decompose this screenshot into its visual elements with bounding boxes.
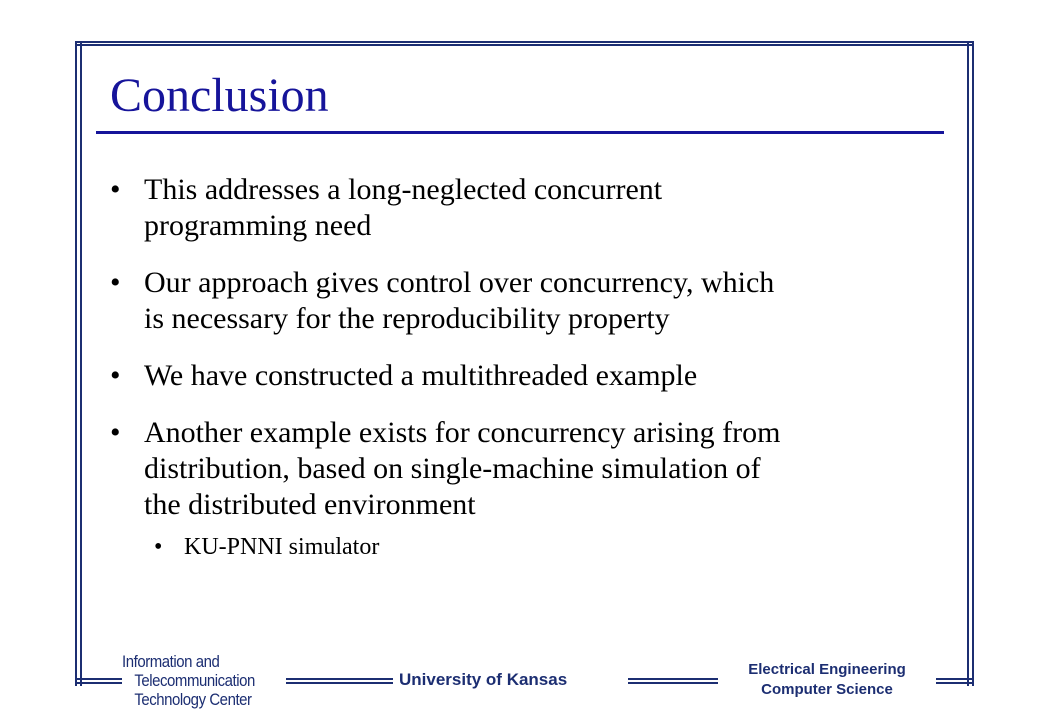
bullet-icon: • [110,173,121,206]
bullet-icon: • [154,534,163,560]
slide-frame-right [967,41,974,686]
itc-logo-line: Telecommunication [122,671,272,690]
bullet-text-line: We have constructed a multithreaded example [144,359,698,392]
bullet-item [110,265,950,337]
sub-bullet-text: KU-PNNI simulator [184,534,380,560]
footer-department [718,660,936,700]
itc-logo-line: Information and [122,652,272,671]
bullet-text-line: distribution, based on single-machine simulation of [144,452,761,485]
slide-frame-left [75,41,82,686]
footer-department-line: Computer Science [761,681,893,698]
bullet-icon: • [110,416,121,449]
title-underline [96,131,944,134]
bullet-item [110,358,950,394]
slide-frame-top [75,41,974,46]
itc-logo-line: Technology Center [122,690,272,709]
footer-rule-right [936,678,974,684]
bullet-item [110,415,950,523]
bullet-item [110,172,950,244]
itc-logo [122,652,272,709]
bullet-text-line: Another example exists for concurrency arising from [144,416,781,449]
bullet-text-line: is necessary for the reproducibility property [144,302,670,335]
bullet-icon: • [110,359,121,392]
footer-university: University of Kansas [393,670,573,690]
sub-bullet-item [154,532,950,562]
footer-rule-mid-right [628,678,718,684]
bullet-text-line: This addresses a long-neglected concurrent [144,173,663,206]
bullet-list [110,172,950,562]
bullet-text-line: Our approach gives control over concurrency, which [144,266,775,299]
slide-title: Conclusion [110,69,329,122]
footer-department-line: Electrical Engineering [748,661,906,678]
footer-rule-mid-left [286,678,394,684]
bullet-icon: • [110,266,121,299]
bullet-text-line: programming need [144,209,372,242]
bullet-text-line: the distributed environment [144,488,476,521]
